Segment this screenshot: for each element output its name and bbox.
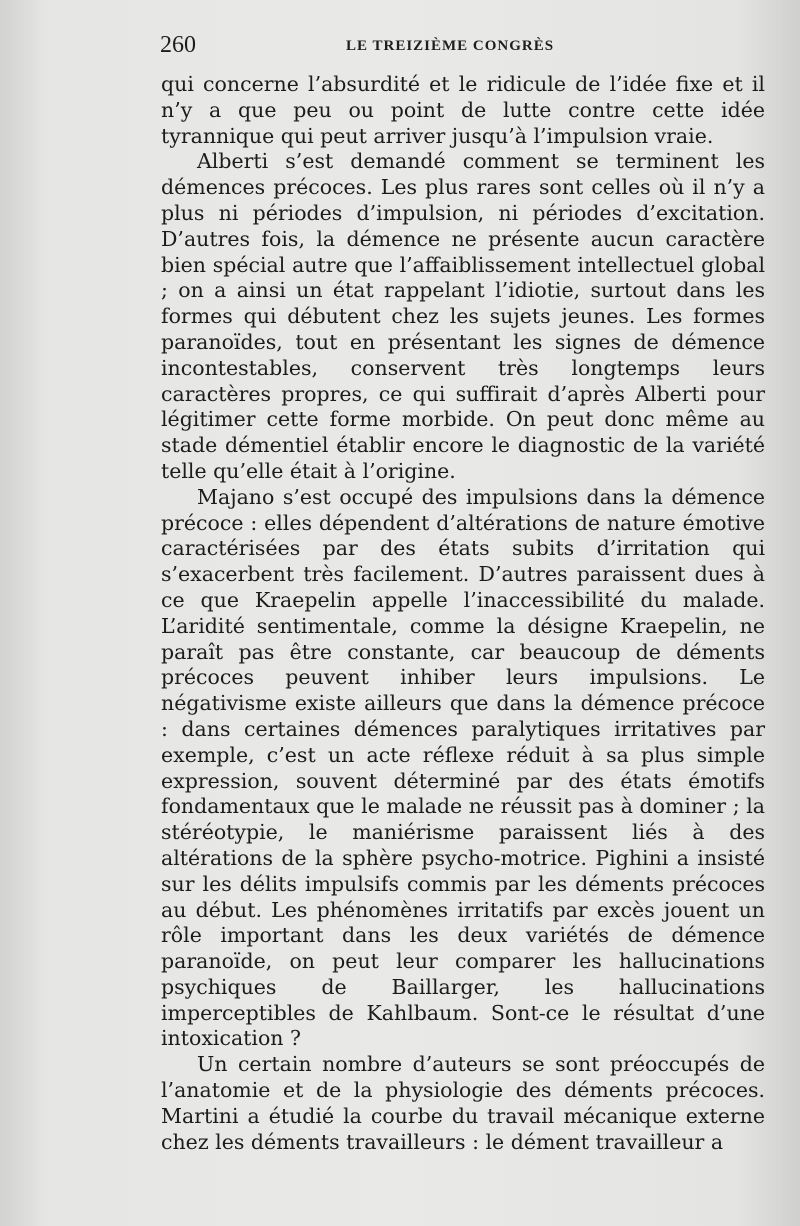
paragraph-continuation: qui concerne l’absurdité et le ridicule de l’idée fixe et il n’y a que peu ou point de lutte contre cette idée tyrannique qui peut arriver jusqu’à l’impulsion vraie. [161,72,765,148]
paragraph-alberti: Alberti s’est demandé comment se terminent les démences précoces. Les plus rares sont celles où il n’y a plus ni périodes d’impulsion, ni périodes d’excitation. D’autres fois, la démence ne présente aucun caractère bien spécial autre que l’affaiblissement intellectuel global ; on a ainsi un état rappelant l’idiotie, surtout dans les formes qui débutent chez les sujets jeunes. Les formes paranoïdes, tout en présentant les signes de démence incontestables, conservent très longtemps leurs caractères propres, ce qui suffirait d’après Alberti pour légitimer cette forme morbide. On peut donc même au stade démentiel établir encore le diagnostic de la variété telle qu’elle était à l’origine. [161,149,765,483]
paragraph-auteurs: Un certain nombre d’auteurs se sont préoccupés de l’anatomie et de la physiologie des déments précoces. Martini a étudié la courbe du travail mécanique externe chez les déments travailleurs : le dément travailleur a [161,1052,765,1154]
body-text [161,72,765,1155]
running-head: LE TREIZIÈME CONGRÈS [346,38,555,54]
paragraph-majano: Majano s’est occupé des impulsions dans la démence précoce : elles dépendent d’altérations de nature émotive caractérisées par des états subits d’irritation qui s’exacerbent très facilement. D’autres paraissent dues à ce que Kraepelin appelle l’inaccessibilité du malade. L’aridité sentimentale, comme la désigne Kraepelin, ne paraît pas être constante, car beaucoup de déments précoces peuvent inhiber leurs impulsions. Le négativisme existe ailleurs que dans la démence précoce : dans certaines démences paralytiques irritatives par exemple, c’est un acte réflexe réduit à sa plus simple expression, souvent déterminé par des états émotifs fondamentaux que le malade ne réussit pas à dominer ; la stéréotypie, le maniérisme paraissent liés à des altérations de la sphère psycho-motrice. Pighini a insisté sur les délits impulsifs commis par les déments précoces au début. Les phénomènes irritatifs par excès jouent un rôle important dans les deux variétés de démence paranoïde, on peut leur comparer les hallucinations psychiques de Baillarger, les hallucinations imperceptibles de Kahlbaum. Sont-ce le résultat d’une intoxication ? [161,484,765,1051]
page-header [160,32,770,62]
page-number: 260 [160,32,196,58]
